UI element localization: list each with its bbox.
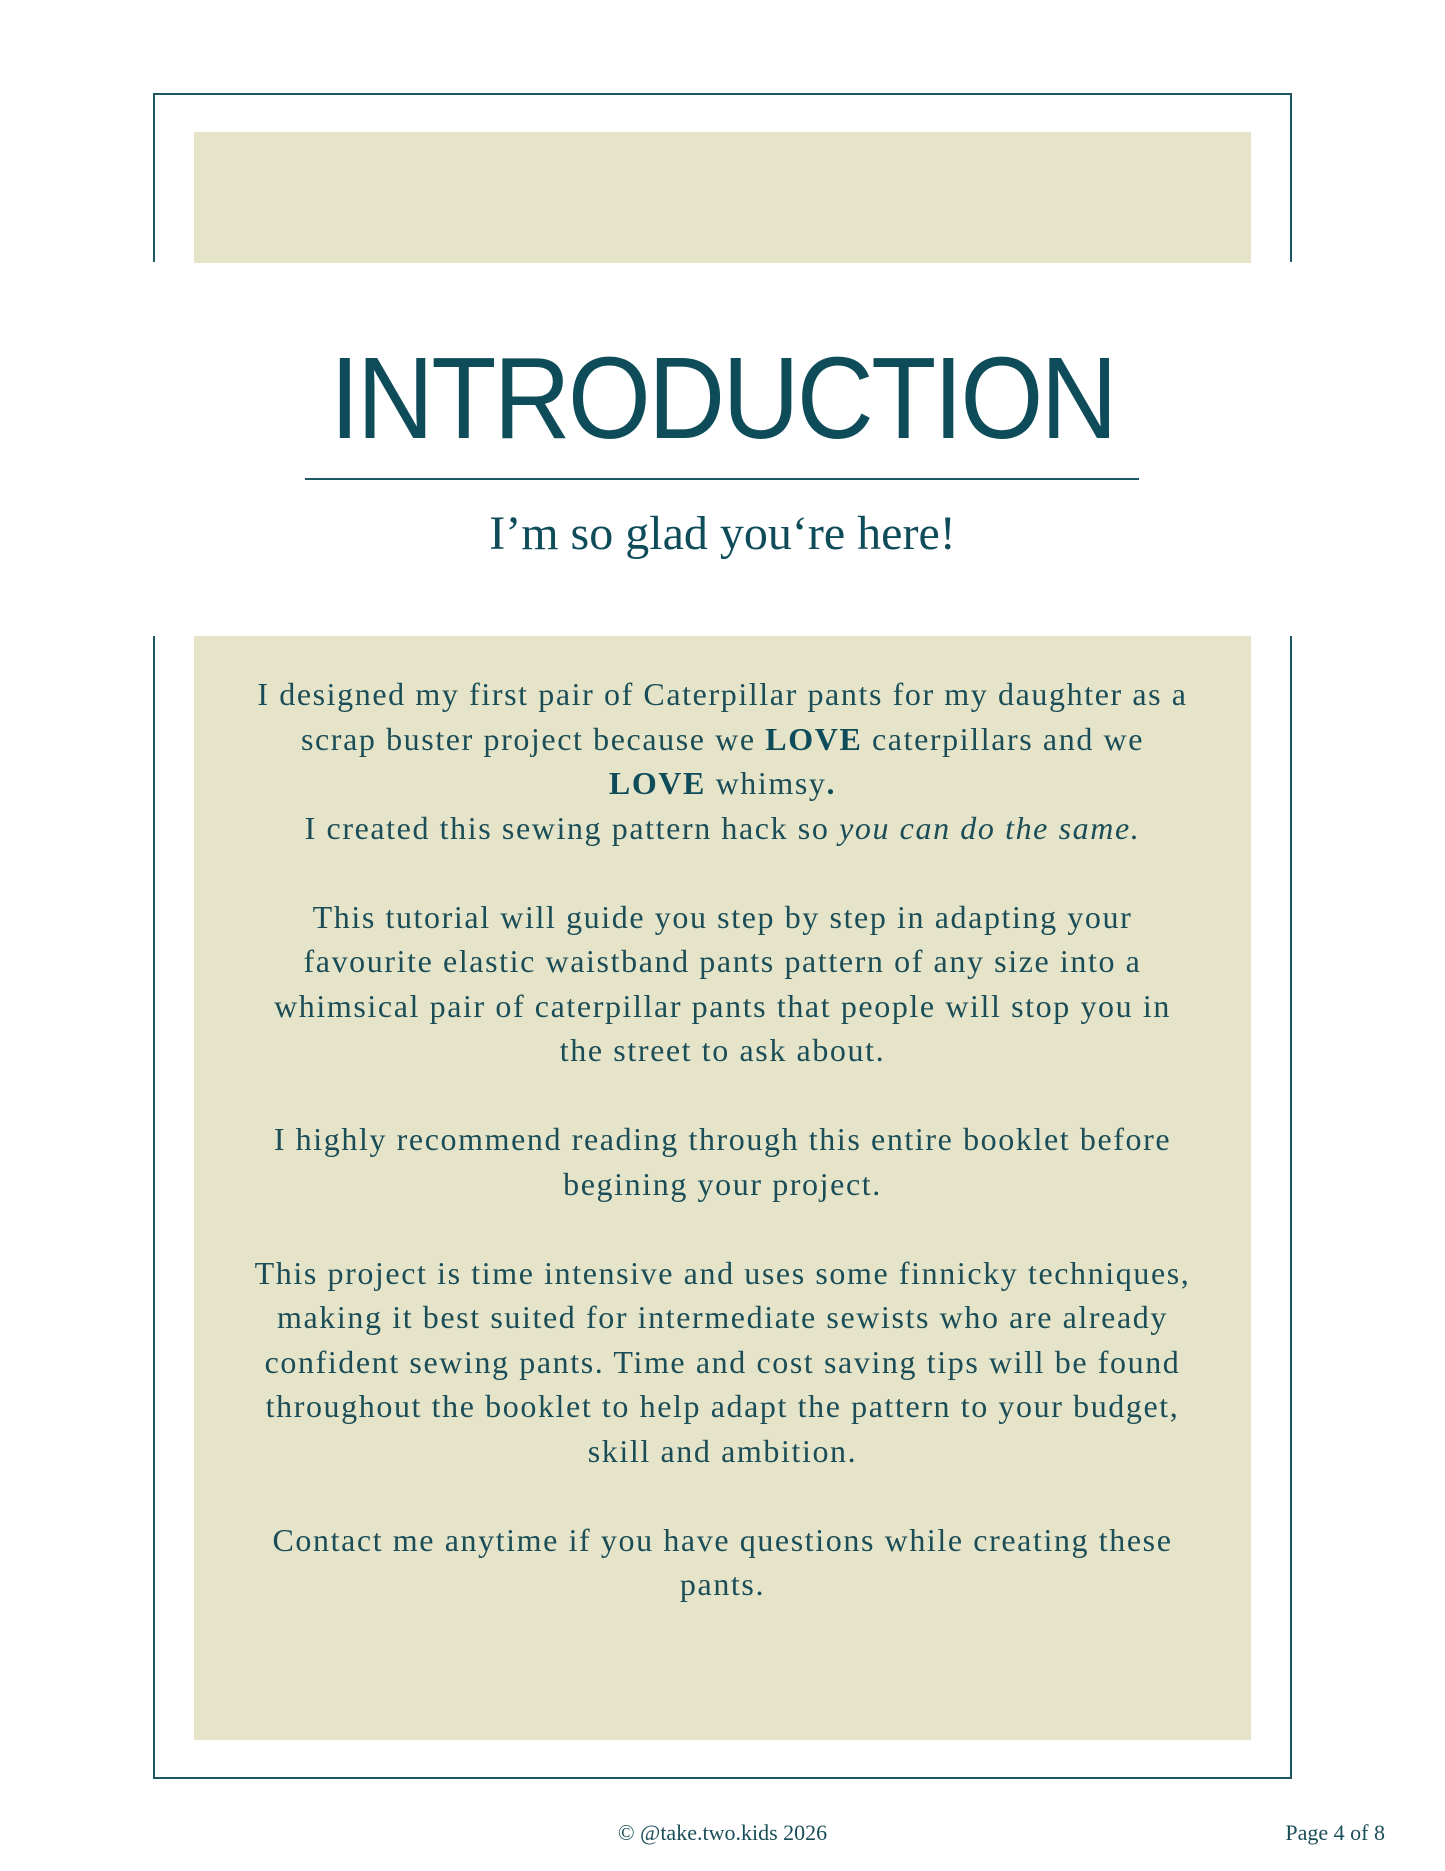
p1-text-3: whimsy <box>705 765 827 801</box>
frame-top-line <box>153 93 1292 95</box>
page-title: INTRODUCTION <box>329 333 1115 463</box>
frame-left-lower-line <box>153 636 155 1779</box>
p1-love-2: LOVE <box>608 765 706 801</box>
p1-period: . <box>826 765 837 801</box>
frame-right-upper-line <box>1290 93 1292 262</box>
frame-bottom-line <box>153 1777 1292 1779</box>
header-panel <box>194 132 1251 263</box>
frame-right-lower-line <box>1290 636 1292 1779</box>
intro-body <box>250 672 1195 1651</box>
paragraph-4: This project is time intensive and uses some finnicky techniques, making it best suited for intermediate sewists who are already confident sewing pants. Time and cost saving tips will be found throughout the booklet to help adapt the pattern to your budget, skill and ambition. <box>254 1254 1191 1469</box>
frame-left-upper-line <box>153 93 155 262</box>
p1-text-1: I designed my first pair of Caterpillar pants for my daughter as a scrap buster project because we <box>257 676 1188 757</box>
paragraph-5: Contact me anytime if you have questions while creating these pants. <box>272 1521 1173 1602</box>
footer-copyright: © @take.two.kids 2026 <box>617 1820 828 1845</box>
p1-love-1: LOVE <box>765 720 863 757</box>
page-subtitle: I’m so glad you‘re here! <box>489 507 956 560</box>
paragraph-1 <box>250 672 1195 850</box>
p1-italic: you can do the same. <box>839 809 1141 846</box>
paragraph-2: This tutorial will guide you step by step in adapting your favourite elastic waistband pants pattern of any size into a whimsical pair of caterpillar pants that people will stop you in the street to ask about. <box>274 898 1171 1068</box>
title-divider <box>305 478 1139 480</box>
footer-page-number: Page 4 of 8 <box>1285 1820 1385 1845</box>
p1-text-2: caterpillars and we <box>862 720 1145 757</box>
p1-text-4: I created this sewing pattern hack so <box>304 809 840 846</box>
paragraph-3: I highly recommend reading through this entire booklet before begining your project. <box>273 1121 1172 1202</box>
